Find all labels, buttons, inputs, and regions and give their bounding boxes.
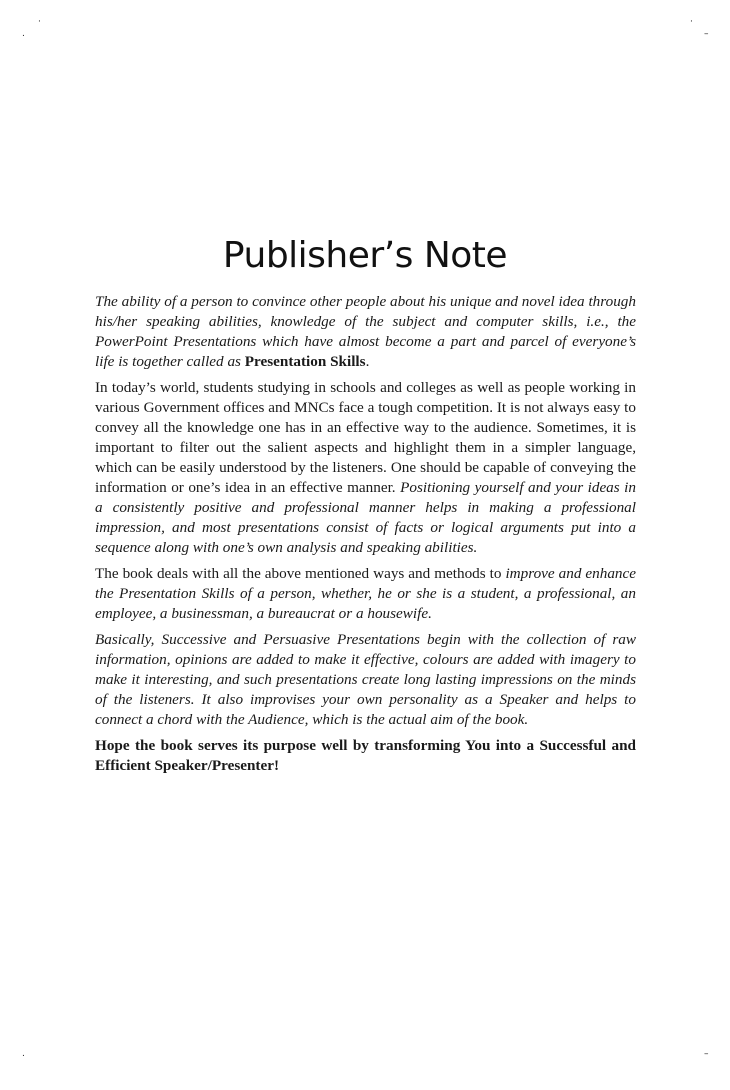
paragraph-closing [95,736,636,776]
paragraph-intro [95,292,636,372]
paragraph-todays-world-text: In today’s world, students studying in schools and colleges as well as people working in various Government offices and MNCs face a tough competition. It is not always easy to convey all the knowledge one has in an effective way to the audience. Sometimes, it is important to filter out the salient aspects and highlight them in a simpler language, which can be easily understood by the listeners. One should be capable of conveying the information or one’s idea in an effective manner. [95,379,636,496]
paragraph-intro-text: The ability of a person to convince other people about his unique and novel idea through his/her speaking abilities, knowledge of the subject and computer skills, i.e., the PowerPoint Presentations which have almost become a part and parcel of everyone’s life is together called as [95,293,636,370]
paragraph-basically [95,630,636,730]
paragraph-closing-text: Hope the book serves its purpose well by transforming You into a Successful and Efficient Speaker/Presenter! [95,737,636,774]
presentation-skills-term: Presentation Skills [244,353,366,370]
crop-mark-top-right-inner: · [690,17,693,27]
crop-mark-top-right: – [704,29,709,39]
note-body [95,292,636,782]
paragraph-todays-world [95,378,636,558]
paragraph-book-deals-italic: improve and enhance the Presentation Skills of a person, whether, he or she is a student, a professional, an employee, a businessman, a bureaucrat or a housewife. [95,565,636,622]
paragraph-intro-end: . [365,353,370,370]
crop-mark-top-left: . [22,29,25,39]
paragraph-basically-text: Basically, Successive and Persuasive Presentations begin with the collection of raw information, opinions are added to make it effective, colours are added with imagery to make it interesting, and such presentations create long lasting impressions on the minds of the listeners. It also improvises your own personality as a Speaker and helps to connect a chord with the Audience, which is the actual aim of the book. [95,631,636,728]
crop-mark-bottom-right: – [704,1049,709,1059]
paragraph-book-deals [95,564,636,624]
paragraph-book-deals-text: The book deals with all the above mentioned ways and methods to [95,565,506,582]
paragraph-todays-world-italic: Positioning yourself and your ideas in a consistently positive and professional manner helps in making a professional impression, and most presentations consist of facts or logical arguments put into a sequence along with one’s own analysis and speaking abilities. [95,479,636,556]
crop-mark-bottom-left: . [22,1049,25,1059]
crop-mark-top-left-inner: · [38,17,41,27]
page-title: Publisher’s Note [222,235,508,277]
